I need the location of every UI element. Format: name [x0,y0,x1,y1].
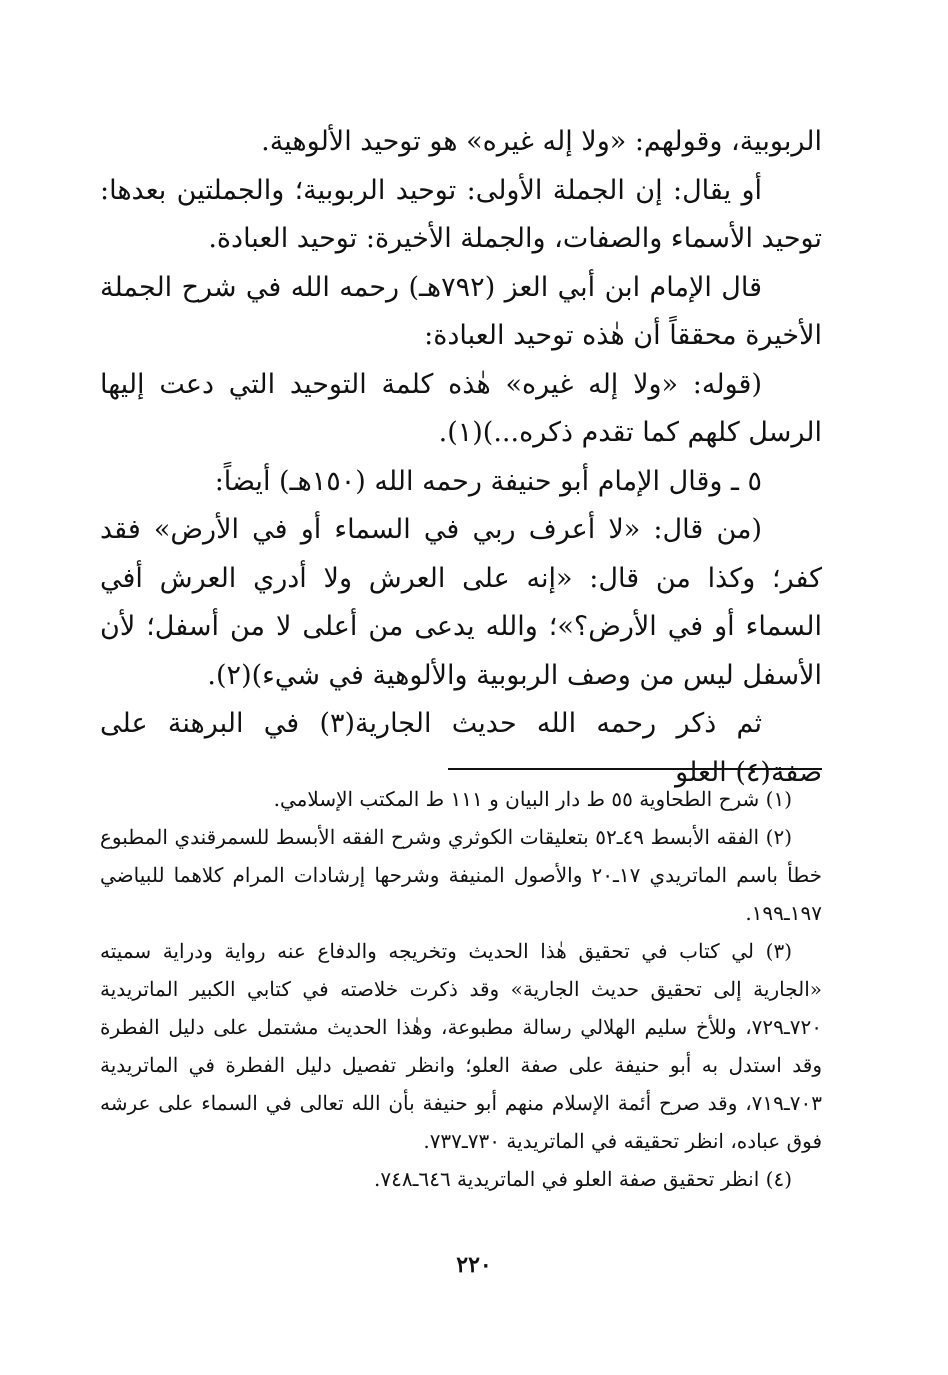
paragraph-continuation: الربوبية، وقولهم: «ولا إله غيره» هو توحيد الألوهية. [261,126,822,157]
paragraph-ibn-abi-al-izz: قال الإمام ابن أبي العز (٧٩٢هـ) رحمه الله في شرح الجملة الأخيرة محققاً أن هٰذه توحيد العبادة: [100,271,822,351]
paragraph-abu-hanifa-heading: ٥ ـ وقال الإمام أبو حنيفة رحمه الله (١٥٠هـ) أيضاً: [214,465,762,497]
paragraph-quote-ibn-abi-al-izz: (قوله: «ولا إله غيره» هٰذه كلمة التوحيد التي دعت إليها الرسل كلهم كما تقدم ذكره...)(١). [100,368,822,448]
footnote-1: (١) شرح الطحاوية ٥٥ ط دار البيان و ١١١ ط المكتب الإسلامي. [273,787,792,811]
page-number: ٢٢٠ [456,1252,492,1278]
footnote-2: (٢) الفقه الأبسط ٤٩ـ٥٢ بتعليقات الكوثري وشرح الفقه الأبسط للسمرقندي المطبوع خطأ باسم الماتريدي ١٧ـ٢٠ والأصول المنيفة وشرحها إرشادات المرام كلاهما للبياضي ١٩٧ـ١٩٩. [100,825,822,925]
main-text [100,118,822,797]
footnote-divider [448,768,822,770]
footnote-4: (٤) انظر تحقيق صفة العلو في الماتريدية ٦٤٦ـ٧٤٨. [374,1167,792,1191]
paragraph-hadith-jariya: ثم ذكر رحمه الله حديث الجارية(٣) في البرهنة على صفة(٤) العلو [100,708,822,788]
footnote-3: (٣) لي كتاب في تحقيق هٰذا الحديث وتخريجه والدفاع عنه رواية ودراية سميته «الجارية إلى تحقيق حديث الجارية» وقد ذكرت خلاصته في كتابي الكبير الماتريدية ٧٢٠ـ٧٢٩، وللأخ سليم الهلالي رسالة مطبوعة، وهٰذا الحديث مشتمل على دليل الفطرة وقد استدل به أبو حنيفة على صفة العلو؛ وانظر تفصيل دليل الفطرة في الماتريدية ٧٠٣ـ٧١٩، وقد صرح أئمة الإسلام منهم أبو حنيفة بأن الله تعالى في السماء على عرشه فوق عباده، انظر تحقيقه في الماتريدية ٧٣٠ـ٧٣٧. [100,939,822,1153]
paragraph-quote-abu-hanifa: (من قال: «لا أعرف ربي في السماء أو في الأرض» فقد كفر؛ وكذا من قال: «إنه على العرش ولا أدري العرش أفي السماء أو في الأرض؟»؛ والله يدعى من أعلى لا من أسفل؛ لأن الأسفل ليس من وصف الربوبية والألوهية في شيء)(٢). [100,514,822,691]
paragraph-tawhid-division: أو يقال: إن الجملة الأولى: توحيد الربوبية؛ والجملتين بعدها: توحيد الأسماء والصفات، والجملة الأخيرة: توحيد العبادة. [100,174,822,254]
footnotes [100,780,822,1198]
